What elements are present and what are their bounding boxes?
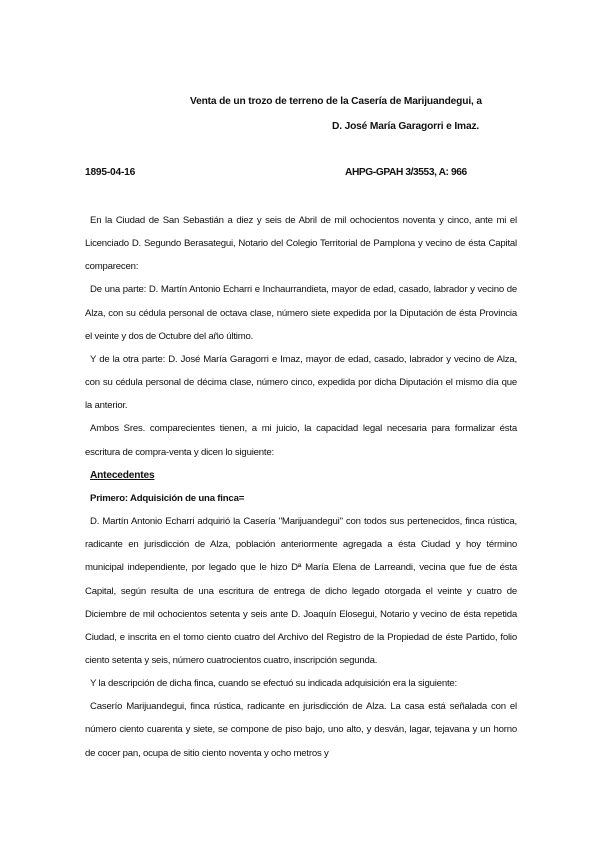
archive-reference: AHPG-GPAH 3/3553, A: 966 — [345, 167, 467, 178]
document-body — [85, 209, 517, 765]
paragraph: D. Martín Antonio Echarri adquirió la Casería "Marijuandegui" con todos sus pertenecidos, finca rústica, radicante en jurisdicción de Alza, población anteriormente agregada a ésta Ciudad y hoy término municipal independiente, por legado que le hizo Dª María Elena de Larreandi, vecina que fue de ésta Capital, según resulta de una escritura de entrega de dicho legado otorgada el veinte y cuatro de Diciembre de mil ochocientos setenta y seis ante D. Joaquín Elosegui, Notario y vecino de ésta repetida Ciudad, e inscrita en el tomo ciento cuatro del Archivo del Registro de la Propiedad de éste Partido, folio ciento setenta y seis, número cuatrocientos cuatro, inscripción segunda. — [85, 516, 517, 666]
paragraph: Y la descripción de dicha finca, cuando se efectuó su indicada adquisición era la siguiente: — [90, 678, 458, 690]
paragraph: Y de la otra parte: D. José María Garagorri e Imaz, mayor de edad, casado, labrador y vecino de Alza, con su cédula personal de décima clase, número cinco, expedida por dicha Diputación el mismo día que la anterior. — [85, 353, 517, 412]
paragraph: De una parte: D. Martín Antonio Echarri e Inchaurrandieta, mayor de edad, casado, labrador y vecino de Alza, con su cédula personal de octava clase, número siete expedida por la Diputación de ésta Provincia el veinte y dos de Octubre del año último. — [85, 284, 517, 342]
document-date: 1895-04-16 — [85, 167, 136, 178]
document-title-line-2: D. José María Garagorri e Imaz. — [332, 121, 480, 132]
paragraph: Caserío Marijuandegui, finca rústica, radicante en jurisdicción de Alza. La casa está señalada con el número ciento cuarenta y siete, se compone de piso bajo, uno alto, y desván, lagar, tejavana y un horno de cocer pan, ocupa de sitio ciento noventa y ocho metros y — [85, 701, 517, 759]
paragraph: En la Ciudad de San Sebastián a diez y seis de Abril de mil ochocientos noventa y cinco, ante mi el Licenciado D. Segundo Berasategui, Notario del Colegio Territorial de Pamplona y vecino de ésta Capital comparecen: — [85, 215, 517, 273]
document-title-line-1: Venta de un trozo de terreno de la Casería de Marijuandegui, a — [190, 96, 482, 107]
subsection-heading: Primero: Adquisición de una finca= — [90, 492, 245, 504]
section-heading: Antecedentes — [90, 469, 155, 481]
paragraph: Ambos Sres. comparecientes tienen, a mi juicio, la capacidad legal necesaria para formalizar ésta escritura de compra-venta y dicen lo siguiente: — [85, 423, 517, 458]
